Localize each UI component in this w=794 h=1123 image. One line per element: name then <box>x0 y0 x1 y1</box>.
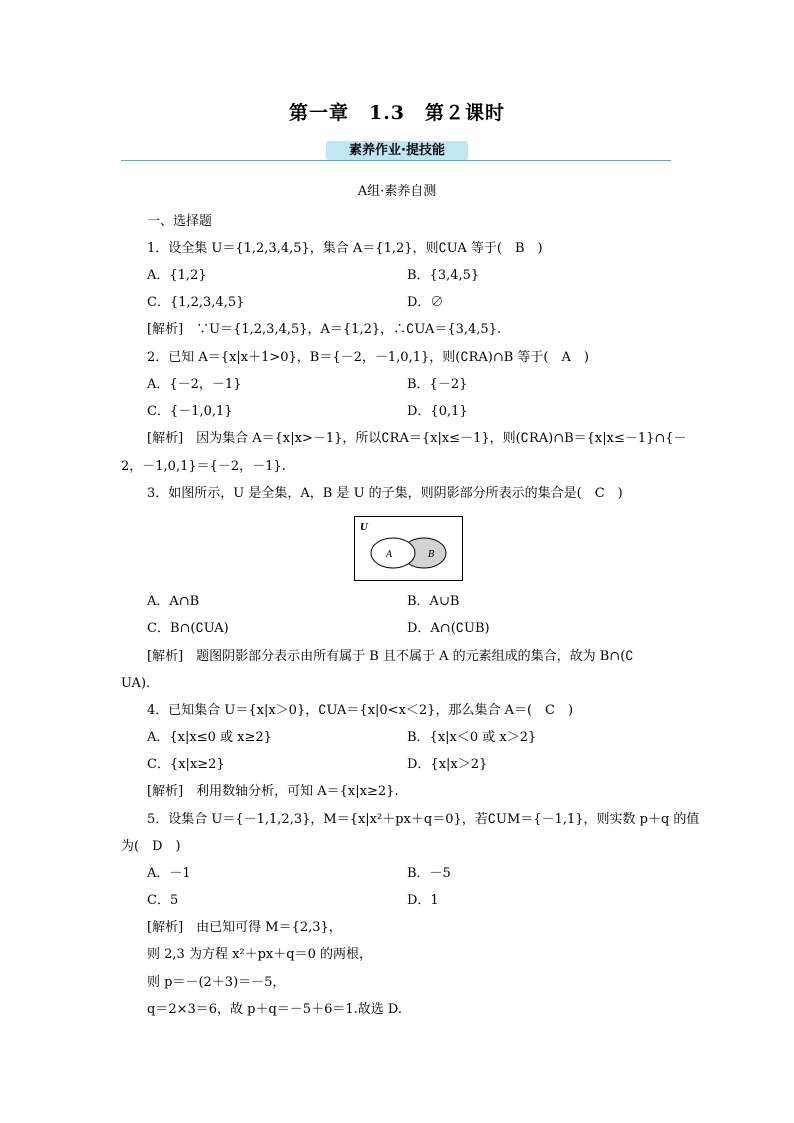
group-heading: A组·素养自测 <box>357 184 437 199</box>
question-5-stem-line-2: 为( D ) <box>121 839 181 854</box>
question-2-option-d: D．{0,1} <box>407 404 468 419</box>
question-2-option-a: A．{－2，－1} <box>147 377 242 392</box>
question-4-option-d: D．{x|x＞2} <box>407 757 488 772</box>
universal-set-label: U <box>360 523 368 533</box>
question-3-option-b: B．A∪B <box>407 594 460 609</box>
question-1-option-d: D．∅ <box>407 295 444 310</box>
question-4-stem: 4．已知集合 U＝{x|x＞0}，∁UA＝{x|0<x＜2}，那么集合 A＝( C ) <box>147 703 574 718</box>
question-3-solution-line-1: [解析] 题图阴影部分表示由所有属于 B 且不属于 A 的元素组成的集合，故为 B∩(∁ <box>147 649 634 664</box>
question-2-solution-line-1: [解析] 因为集合 A＝{x|x>－1}，所以∁RA＝{x|x≤－1}，则(∁RA)∩B＝{x|x≤－1}∩{－ <box>147 431 687 446</box>
question-3-option-a: A．A∩B <box>147 594 200 609</box>
question-3-solution-line-2: UA). <box>121 676 151 691</box>
question-5-solution-line-4: q＝2×3＝6，故 p＋q＝－5＋6＝1.故选 D. <box>147 1002 402 1017</box>
question-1-option-c: C．{1,2,3,4,5} <box>147 295 245 310</box>
question-1-option-a: A．{1,2} <box>147 268 207 283</box>
question-2-stem: 2．已知 A＝{x|x＋1>0}，B＝{－2，－1,0,1}，则(∁RA)∩B 等于( A ) <box>147 350 589 365</box>
question-2-option-c: C．{－1,0,1} <box>147 404 233 419</box>
question-5-option-a: A．－1 <box>147 866 191 881</box>
question-5-solution-line-2: 则 2,3 为方程 x²＋px＋q＝0 的两根， <box>147 947 372 962</box>
set-b-label: B <box>428 550 435 560</box>
question-5-solution-line-1: [解析] 由已知可得 M＝{2,3}， <box>147 920 342 935</box>
question-3-stem: 3．如图所示，U 是全集，A，B 是 U 的子集，则阴影部分所表示的集合是( C ) <box>147 486 623 501</box>
question-1-solution: [解析] ∵U＝{1,2,3,4,5}，A＝{1,2}，∴∁UA＝{3,4,5}. <box>147 322 502 337</box>
question-3-option-d: D．A∩(∁UB) <box>407 621 490 636</box>
question-1-stem: 1．设全集 U＝{1,2,3,4,5}，集合 A＝{1,2}，则∁UA 等于( B ) <box>147 241 543 256</box>
question-5-solution-line-3: 则 p＝－(2＋3)＝－5， <box>147 975 286 990</box>
venn-diagram <box>354 516 463 581</box>
question-3-option-c: C．B∩(∁UA) <box>147 621 229 636</box>
question-4-option-b: B．{x|x＜0 或 x＞2} <box>407 730 537 745</box>
question-2-option-b: B．{－2} <box>407 377 468 392</box>
set-a-circle <box>371 538 415 568</box>
section-heading: 一、选择题 <box>147 214 213 229</box>
section-band: 素养作业·提技能 <box>326 141 468 160</box>
question-4-option-a: A．{x|x≤0 或 x≥2} <box>147 730 272 745</box>
set-a-label: A <box>386 550 393 560</box>
question-5-option-c: C．5 <box>147 893 179 908</box>
question-2-solution-line-2: 2，－1,0,1}＝{－2，－1}. <box>121 459 286 474</box>
question-5-stem-line-1: 5．设集合 U＝{－1,1,2,3}，M＝{x|x²＋px＋q＝0}，若∁UM＝{－1,1}，则实数 p＋q 的值 <box>147 812 700 827</box>
question-4-solution: [解析] 利用数轴分析，可知 A＝{x|x≥2}. <box>147 784 399 799</box>
question-5-option-d: D．1 <box>407 893 439 908</box>
header-rule <box>121 160 671 161</box>
question-4-option-c: C．{x|x≥2} <box>147 757 225 772</box>
page-title: 第一章 1.3 第２课时 <box>288 102 506 124</box>
question-5-option-b: B．－5 <box>407 866 451 881</box>
question-1-option-b: B．{3,4,5} <box>407 268 480 283</box>
